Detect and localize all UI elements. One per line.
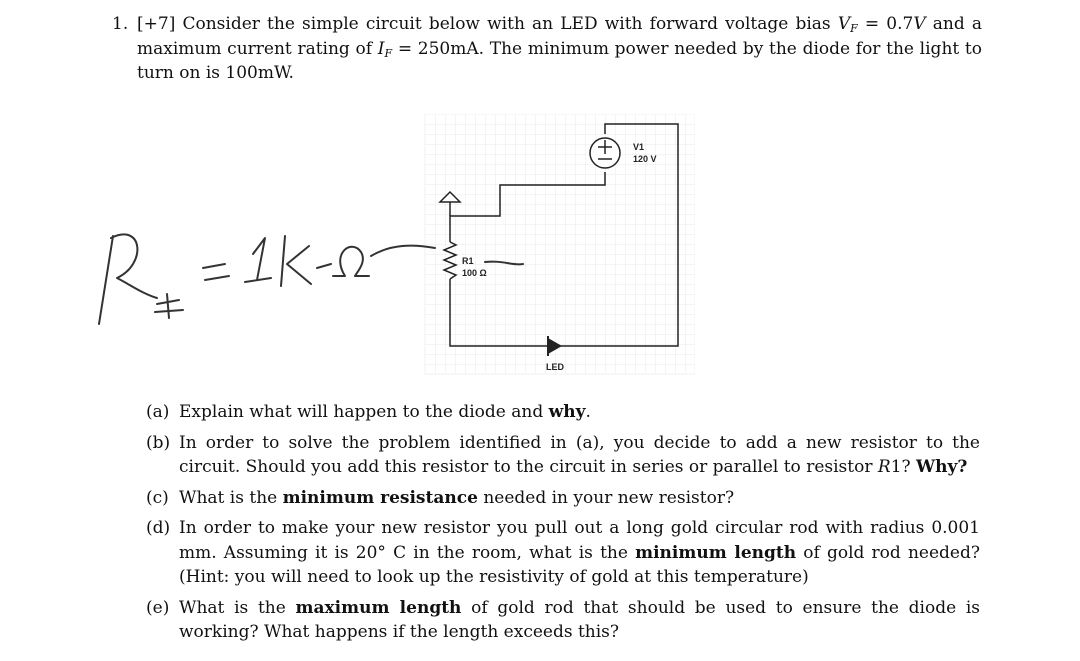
part-e: [146, 596, 980, 645]
part-b: [146, 431, 980, 480]
vf-equals: = 0.7: [857, 14, 914, 34]
part-text: In order to solve the problem identified in (a), you decide to add a new resistor to the circuit. Should you add this resistor to the circuit in series or parallel to resistor: [179, 432, 980, 477]
hw-K: [281, 236, 311, 286]
if-equals: = 250mA.: [392, 38, 485, 59]
hw-digit-1: [245, 238, 271, 282]
part-label: (c): [146, 487, 169, 508]
part-text: of gold rod needed? (Hint: you will need to look up the resistivity of gold at this temperature): [179, 542, 980, 587]
problem-points: [+7]: [137, 14, 176, 34]
part-label: (d): [146, 518, 171, 538]
part-text: Explain what will happen to the diode and: [179, 402, 544, 422]
part-d: [146, 516, 980, 590]
led-label: LED: [546, 362, 564, 372]
part-bold: minimum length: [635, 542, 797, 563]
part-label: (a): [146, 402, 170, 422]
r1-label: R1: [462, 256, 474, 266]
if-subscript: F: [384, 46, 393, 60]
part-text: 1?: [890, 457, 911, 477]
part-a: [146, 400, 980, 425]
part-label: (e): [146, 597, 170, 618]
r1-symbol: R: [877, 457, 891, 477]
part-text: .: [585, 402, 591, 422]
problem-intro-1: Consider the simple circuit below with an LED with forward voltage bias: [182, 14, 831, 34]
part-text: of gold rod that should be used to ensure the diode is working? What happens if the length exceeds this?: [179, 597, 981, 642]
part-bold: maximum length: [295, 597, 462, 618]
part-text: needed in your new resistor?: [483, 487, 735, 508]
if-symbol: I: [377, 38, 385, 59]
hw-equals: [203, 264, 229, 280]
vf-subscript: F: [850, 22, 858, 35]
voltage-source-v1: [590, 138, 620, 168]
part-bold: minimum resistance: [282, 487, 478, 508]
v1-label: V1: [633, 142, 645, 152]
problem-intro-2: and a maximum current rating of: [137, 14, 983, 59]
hw-omega: [333, 247, 369, 276]
v1-value: 120 V: [633, 154, 657, 164]
hw-sub-1: [155, 294, 183, 318]
problem-statement: [112, 12, 982, 86]
problem-number: 1.: [112, 14, 129, 34]
hw-dash: [317, 264, 331, 268]
question-parts: [146, 400, 980, 651]
circuit-figure: [95, 114, 695, 388]
vf-symbol: V: [837, 14, 851, 34]
grid-background: [425, 114, 695, 374]
hw-R-bowl: [111, 234, 157, 298]
part-text: In order to make your new resistor you pull out a long gold circular rod with radius 0.001 mm. Assuming it is 20° C in the room, what is the: [179, 518, 980, 563]
part-c: [146, 486, 980, 511]
problem-body: [137, 12, 982, 86]
part-text: What is the: [179, 597, 286, 618]
problem-intro-3: The minimum power needed by the diode for the light to turn on is 100mW.: [137, 38, 982, 83]
part-label: (b): [146, 432, 171, 453]
hw-R-stem: [99, 236, 113, 324]
vf-unit: V: [913, 14, 926, 34]
r1-value: 100 Ω: [462, 268, 487, 278]
part-bold: why: [548, 402, 586, 422]
part-bold: Why?: [916, 457, 968, 477]
part-text: What is the: [179, 487, 278, 508]
circuit-diagram: [95, 114, 695, 384]
